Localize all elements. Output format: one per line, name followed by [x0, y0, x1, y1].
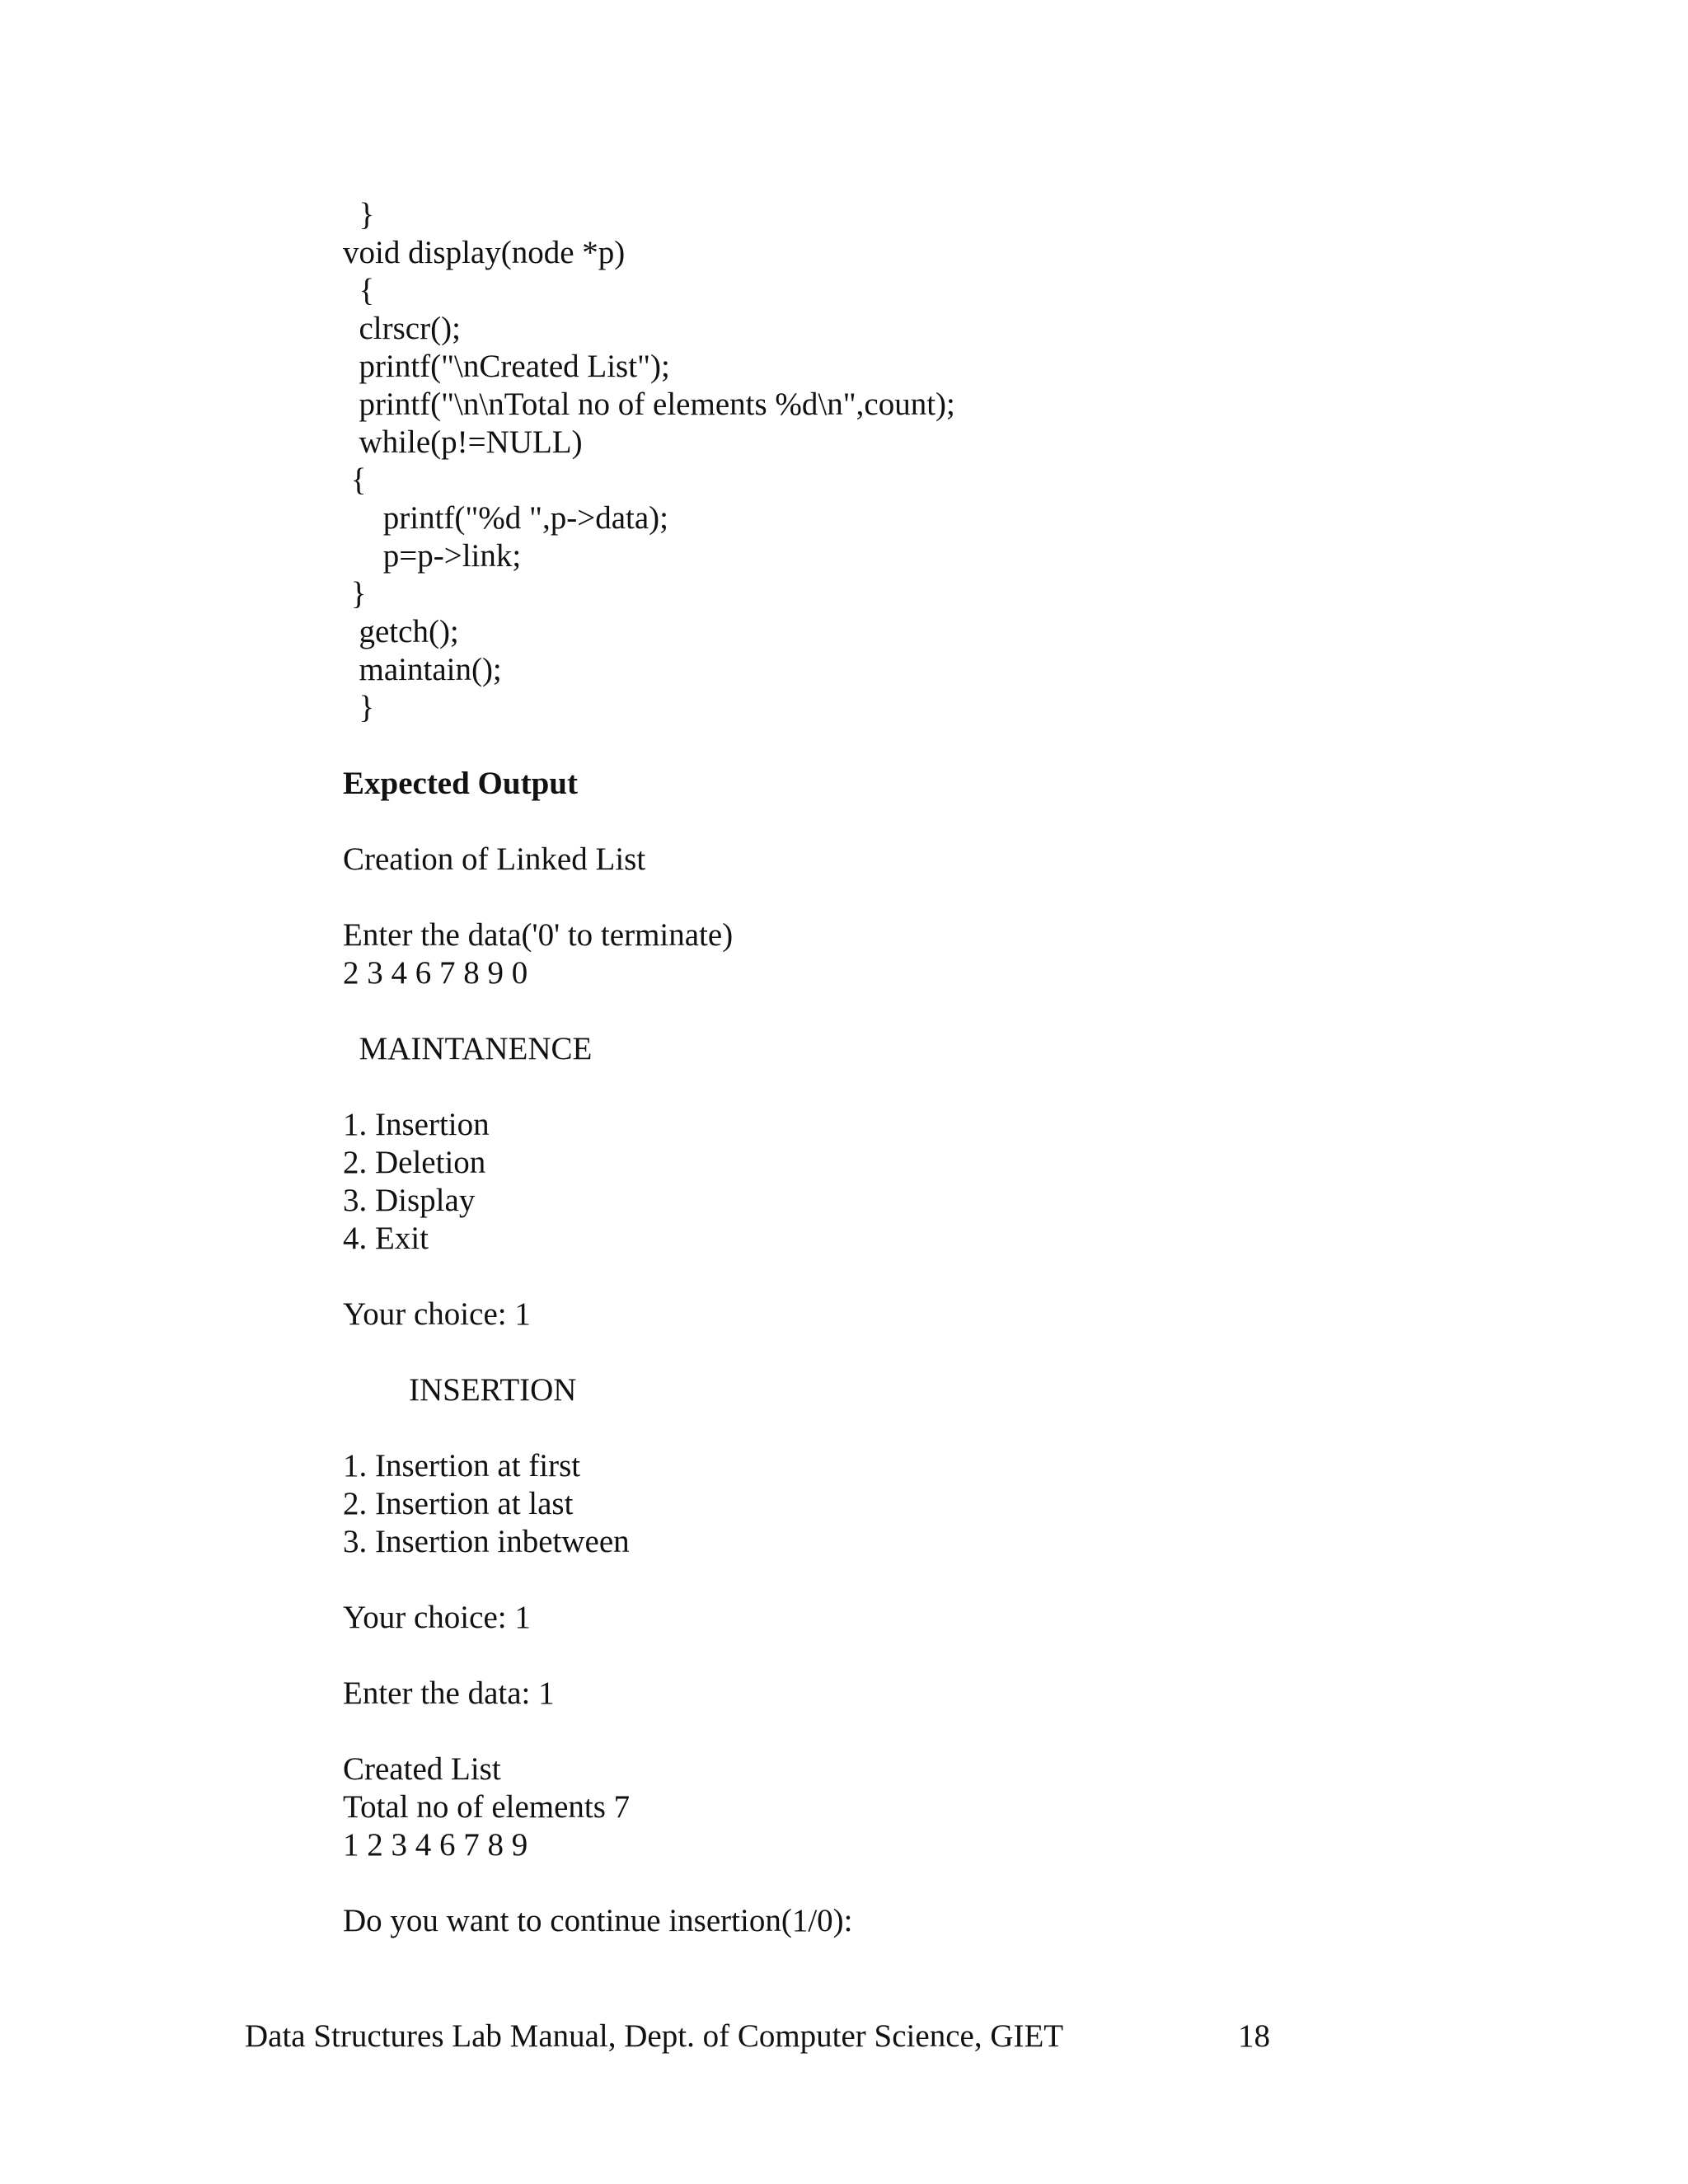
output-line: Enter the data('0' to terminate): [343, 917, 734, 953]
menu-item: 1. Insertion: [343, 1107, 490, 1142]
menu-item: 4. Exit: [343, 1221, 429, 1256]
output-line: Your choice: 1: [343, 1296, 531, 1332]
output-line: Total no of elements 7: [343, 1789, 631, 1825]
code-line: }: [343, 576, 367, 612]
code-line: p=p->link;: [343, 538, 522, 574]
output-line: Your choice: 1: [343, 1600, 531, 1635]
code-line: {: [343, 462, 367, 498]
code-line: printf("%d ",p->data);: [343, 500, 668, 536]
output-line: Creation of Linked List: [343, 841, 646, 877]
code-line: clrscr();: [343, 311, 461, 346]
menu-item: 3. Insertion inbetween: [343, 1524, 630, 1559]
code-line: maintain();: [343, 652, 502, 687]
output-line: Created List: [343, 1751, 501, 1787]
code-line: while(p!=NULL): [343, 424, 583, 460]
page-number: 18: [1238, 2018, 1270, 2054]
code-line: }: [343, 690, 375, 725]
output-line: INSERTION: [409, 1372, 577, 1408]
output-line: Do you want to continue insertion(1/0):: [343, 1903, 853, 1938]
code-line: printf("\n\nTotal no of elements %d\n",count);: [343, 387, 955, 422]
menu-item: 3. Display: [343, 1183, 476, 1218]
output-line: Enter the data: 1: [343, 1675, 555, 1711]
code-line: printf("\nCreated List");: [343, 349, 670, 384]
output-line: 2 3 4 6 7 8 9 0: [343, 955, 528, 991]
menu-item: 2. Deletion: [343, 1145, 486, 1180]
section-heading: Expected Output: [343, 766, 578, 801]
code-line: void display(node *p): [343, 235, 626, 270]
footer-text: Data Structures Lab Manual, Dept. of Computer Science, GIET: [245, 2018, 1064, 2054]
menu-item: 1. Insertion at first: [343, 1448, 581, 1483]
output-line: 1 2 3 4 6 7 8 9: [343, 1827, 528, 1863]
code-line: getch();: [343, 614, 459, 649]
menu-item: 2. Insertion at last: [343, 1486, 574, 1521]
code-line: {: [343, 273, 375, 308]
output-line: MAINTANENCE: [343, 1031, 593, 1066]
code-line: }: [343, 197, 375, 232]
